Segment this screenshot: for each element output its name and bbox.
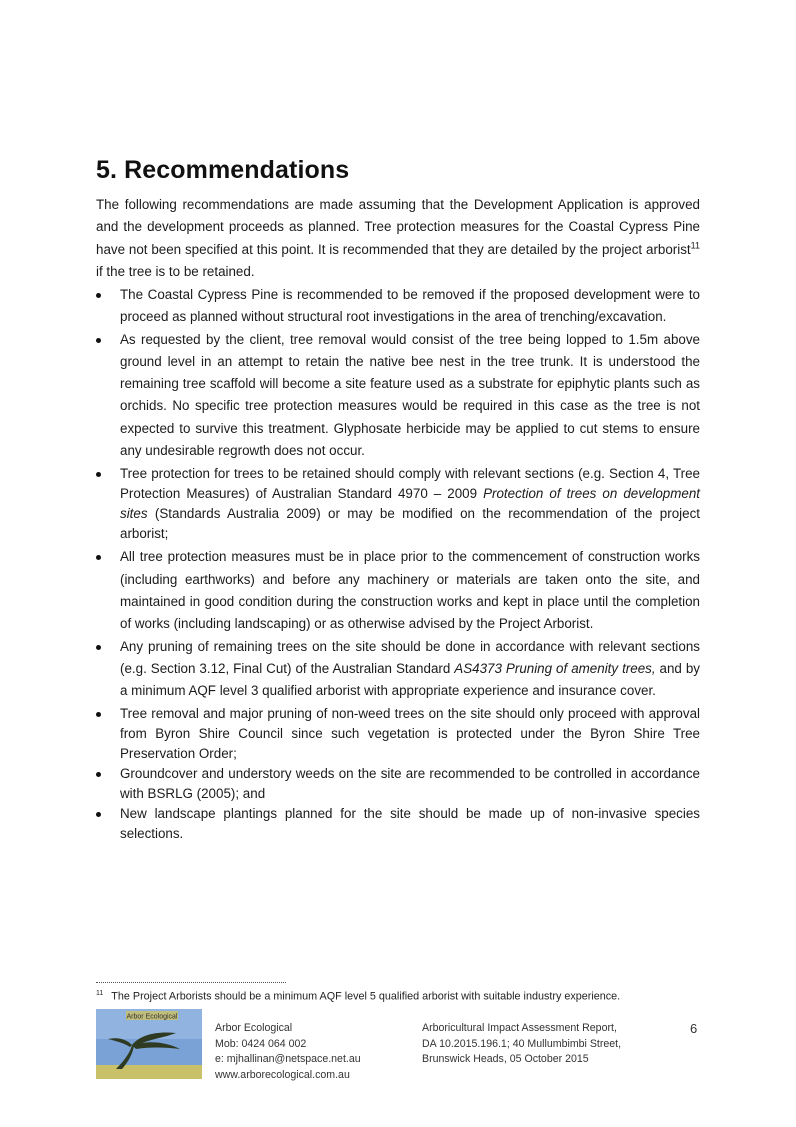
standard-title: Protection of trees on development sites [120,486,700,522]
list-item: Groundcover and understory weeds on the site are recommended to be controlled in accordance with BSRLG (2005); and [96,764,700,804]
bullet-icon [96,293,101,298]
footer-report-line: Arboricultural Impact Assessment Report, [422,1022,617,1034]
bullet-icon [96,812,101,817]
footnote-divider [96,982,286,983]
page-number: 6 [690,1021,698,1036]
bullet-icon [96,645,101,650]
bullet-icon [96,772,101,777]
footer-company: Arbor Ecological [215,1022,293,1034]
bullet-icon [96,712,101,717]
intro-paragraph [96,194,700,283]
company-logo [96,1009,202,1079]
intro-tail: if the tree is to be retained. [96,263,255,279]
footnote-ref: 11 [690,240,700,251]
list-item: Tree protection for trees to be retained should comply with relevant sections (e.g. Section 4, Tree Protection Measures) of Australian Standard 4970 – 2009 Protection of trees on development sites (Standards Australia 2009) or may be modified on the recommendation of the project arborist; [96,464,700,544]
footer-report-info [422,1021,652,1068]
logo-text: Arbor Ecological [126,1013,178,1021]
footer-email[interactable]: e: mjhallinan@netspace.net.au [215,1053,361,1065]
section-heading: 5. Recommendations [96,156,350,184]
footnote-text: The Project Arborists should be a minimum AQF level 5 qualified arborist with suitable industry experience. [111,990,621,1003]
footer-website[interactable]: www.arborecological.com.au [215,1068,350,1081]
footer-report-line: DA 10.2015.196.1; 40 Mullumbimbi Street, [422,1037,622,1050]
bullet-icon [96,472,101,477]
footnote [96,990,716,1003]
list-item: Tree removal and major pruning of non-weed trees on the site should only proceed with approval from Byron Shire Council since such vegetation is protected under the Byron Shire Tree Preservation Order; [96,704,700,764]
bullet-icon [96,555,101,560]
bullet-icon [96,338,101,343]
footer-mobile: Mob: 0424 064 002 [215,1037,307,1050]
list-item: New landscape plantings planned for the site should be made up of non-invasive species selections. [96,804,700,844]
footer-report-line: Brunswick Heads, 05 October 2015 [422,1053,589,1065]
footnote-number: 11 [96,990,104,997]
footer-contact [215,1021,405,1083]
list-item: As requested by the client, tree removal would consist of the tree being lopped to 1.5m above ground level in an attempt to retain the native bee nest in the tree trunk. It is understood the remaining tree scaffold will become a site feature used as a substrate for epiphytic plants such as orchids. No specific tree protection measures would be required in this case as the tree is not expected to survive this treatment. Glyphosate herbicide may be applied to cut stems to ensure any undesirable regrowth does not occur. [96,329,700,463]
list-item: The Coastal Cypress Pine is recommended to be removed if the proposed development were to proceed as planned without structural root investigations in the area of trenching/excavation. [96,284,700,329]
list-item: Any pruning of remaining trees on the site should be done in accordance with relevant sections (e.g. Section 3.12, Final Cut) of the Australian Standard AS4373 Pruning of amenity trees, and by a minimum AQF level 3 qualified arborist with appropriate experience and insurance cover. [96,636,700,703]
intro-text: The following recommendations are made assuming that the Development Application is approved and the development proceeds as planned. Tree protection measures for the Coastal Cypress Pine have not been specified at this point. It is recommended that they are detailed by the project arborist [96,197,700,257]
list-item: All tree protection measures must be in place prior to the commencement of construction works (including earthworks) and before any machinery or materials are taken onto the site, and maintained in good condition during the construction works and kept in place until the completion of works (including landscaping) or as otherwise advised by the Project Arborist. [96,546,700,635]
standard-title: AS4373 Pruning of amenity trees, [454,660,656,676]
recommendation-list [96,284,700,844]
